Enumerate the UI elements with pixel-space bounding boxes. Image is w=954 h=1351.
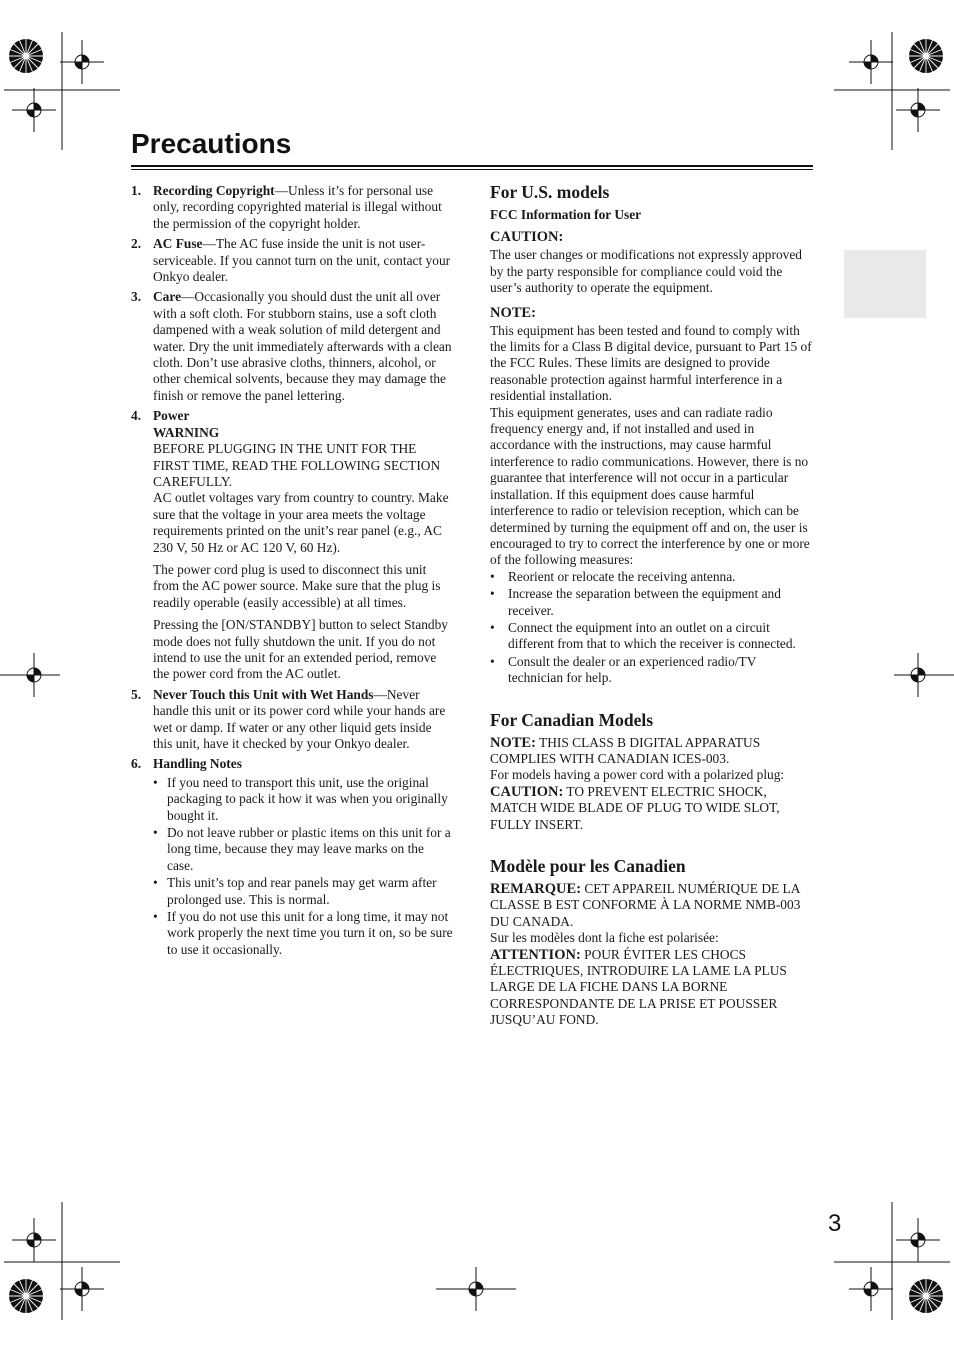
item-text: —Occasionally you should dust the unit all over with a soft cloth. For stubborn stains, use a soft cloth dampened with a weak solution of mild detergent and water. Dry the unit immediately afterwards with a clean cloth. Don’t use abrasive cloths, thinners, alcohol, or other chemical solvents, because they may damage the finish or remove the panel lettering.: [153, 289, 452, 403]
item-lead: Recording Copyright: [153, 183, 275, 198]
bullet-item: • Consult the dealer or an experienced radio/TV technician for help.: [490, 654, 814, 687]
item-lead: Care: [153, 289, 182, 305]
page-number: 3: [828, 1210, 842, 1237]
item-number: 3.: [131, 289, 142, 305]
bullet-item: • If you do not use this unit for a long time, it may not work properly the next time you turn it on, so be sure to use it occasionally.: [153, 909, 453, 958]
list-item: [131, 236, 453, 285]
attention-label: ATTENTION:: [490, 946, 581, 963]
registration-sun-mark-icon: [9, 39, 43, 73]
warning-text: BEFORE PLUGGING IN THE UNIT FOR THE FIRST TIME, READ THE FOLLOWING SECTION CAREFULLY.: [153, 441, 441, 489]
bullet-item: • Connect the equipment into an outlet on a circuit different from that to which the receiver is connected.: [490, 620, 814, 653]
item-number: 2.: [131, 236, 142, 252]
plug-text: For models having a power cord with a polarized plug:: [490, 767, 785, 783]
registration-sun-mark-icon: [909, 39, 943, 73]
item-paragraph: AC outlet voltages vary from country to country. Make sure that the voltage in your area meets the voltage requirements printed on the unit’s rear panel (e.g., AC 230 V, 50 Hz or AC 120 V, 60 Hz).: [153, 490, 449, 555]
list-item: [131, 289, 453, 404]
remarque-label: REMARQUE:: [490, 881, 582, 897]
list-item: [131, 183, 453, 232]
registration-sun-mark-icon: [909, 1279, 943, 1313]
note-paragraph: This equipment generates, uses and can radiate radio frequency energy and, if not installed and used in accordance with the instructions, may cause harmful interference to radio communications. However, there is no guarantee that interference will not occur in a particular installation. If this equipment does cause harmful interference to radio or television reception, which can be determined by turning the equipment off and on, the user is encouraged to try to correct the interference by one or more of the following measures:: [490, 404, 810, 568]
item-number: 4.: [131, 408, 142, 424]
bullet-item: • This unit’s top and rear panels may get warm after prolonged use. This is normal.: [153, 875, 453, 908]
item-paragraph: Pressing the [ON/STANDBY] button to select Standby mode does not fully shutdown the unit. If you do not intend to use the unit for an extended period, remove the power cord from the AC outlet.: [153, 617, 448, 682]
item-text: —Unless it’s for personal use only, recording copyrighted material is illegal without the permission of the copyright holder.: [153, 183, 442, 231]
section-heading: For U.S. models: [490, 182, 610, 202]
canadien-section: [490, 855, 814, 1029]
crosshair-mark-icon: [60, 1267, 104, 1311]
section-tab: [844, 250, 926, 318]
note-label: NOTE:: [490, 734, 536, 751]
title-rule: [131, 165, 813, 167]
item-number: 1.: [131, 183, 142, 198]
item-lead: Power: [153, 408, 190, 424]
crosshair-mark-icon: [60, 40, 104, 84]
note-text: THIS CLASS B DIGITAL APPARATUS COMPLIES WITH CANADIAN ICES-003.: [490, 734, 761, 766]
item-lead: Never Touch this Unit with Wet Hands: [153, 686, 374, 702]
remarque-text: CET APPAREIL NUMÉRIQUE DE LA CLASSE B EST CONFORME À LA NORME NMB-003 DU CANADA.: [490, 881, 801, 929]
measures-list: [490, 569, 814, 687]
item-lead: Handling Notes: [153, 756, 242, 772]
warning-label: WARNING: [153, 424, 220, 440]
crosshair-mark-icon: [896, 88, 940, 132]
crosshair-mark-icon: [849, 1267, 893, 1311]
crosshair-mark-icon: [12, 88, 56, 132]
note-label: NOTE:: [490, 304, 536, 321]
fiche-text: Sur les modèles dont la fiche est polarisée:: [490, 930, 719, 946]
page-title: Precautions: [131, 128, 292, 159]
item-number: 5.: [131, 686, 142, 702]
caution-label: CAUTION:: [490, 229, 564, 246]
crosshair-mark-icon: [896, 1218, 940, 1262]
section-subheading: FCC Information for User: [490, 207, 642, 222]
canadian-models-section: [490, 709, 814, 833]
section-heading: For Canadian Models: [490, 709, 654, 730]
regulatory-info: [490, 181, 814, 1029]
bullet-item: • Increase the separation between the equipment and receiver.: [490, 586, 814, 619]
caution-text: TO PREVENT ELECTRIC SHOCK, MATCH WIDE BLADE OF PLUG TO WIDE SLOT, FULLY INSERT.: [490, 783, 780, 832]
crosshair-mark-icon: [12, 1218, 56, 1262]
caution-label: CAUTION:: [490, 783, 564, 800]
caution-text: The user changes or modifications not expressly approved by the party responsible for compliance could void the user’s authority to operate the equipment.: [490, 247, 802, 296]
item-lead: AC Fuse: [153, 236, 203, 252]
title-rule-thin: [131, 169, 813, 170]
item-text: —Never handle this unit or its power cord while your hands are wet or damp. If water or any other liquid gets inside this unit, have it checked by your Onkyo dealer.: [153, 686, 446, 751]
list-item: [131, 756, 453, 958]
crosshair-mark-icon: [849, 40, 893, 84]
registration-sun-mark-icon: [9, 1279, 43, 1313]
handling-notes-list: [153, 775, 453, 958]
note-paragraph: This equipment has been tested and found to comply with the limits for a Class B digital device, pursuant to Part 15 of the FCC Rules. These limits are designed to provide reasonable protection against harmful interference in a residential installation.: [490, 322, 812, 404]
bullet-item: • Do not leave rubber or plastic items on this unit for a long time, because they may leave marks on the case.: [153, 825, 453, 874]
bullet-item: • If you need to transport this unit, use the original packaging to pack it how it was when you originally bought it.: [153, 775, 453, 824]
precautions-list: [131, 183, 453, 962]
section-heading: Modèle pour les Canadien: [490, 856, 686, 876]
attention-text: POUR ÉVITER LES CHOCS ÉLECTRIQUES, INTRODUIRE LA LAME LA PLUS LARGE DE LA FICHE DANS LA BORNE CORRESPONDANTE DE LA PRISE ET POUSSER JUSQU’AU FOND.: [490, 946, 787, 1028]
bullet-item: • Reorient or relocate the receiving antenna.: [490, 569, 814, 585]
us-models-section: [490, 181, 814, 687]
item-text: —The AC fuse inside the unit is not user-serviceable. If you cannot turn on the unit, contact your Onkyo dealer.: [153, 236, 451, 285]
item-paragraph: The power cord plug is used to disconnect this unit from the AC power source. Make sure that the plug is readily operable (easily accessible) at all times.: [153, 561, 441, 610]
list-item: [131, 408, 453, 683]
item-number: 6.: [131, 756, 142, 772]
list-item: [131, 687, 453, 753]
